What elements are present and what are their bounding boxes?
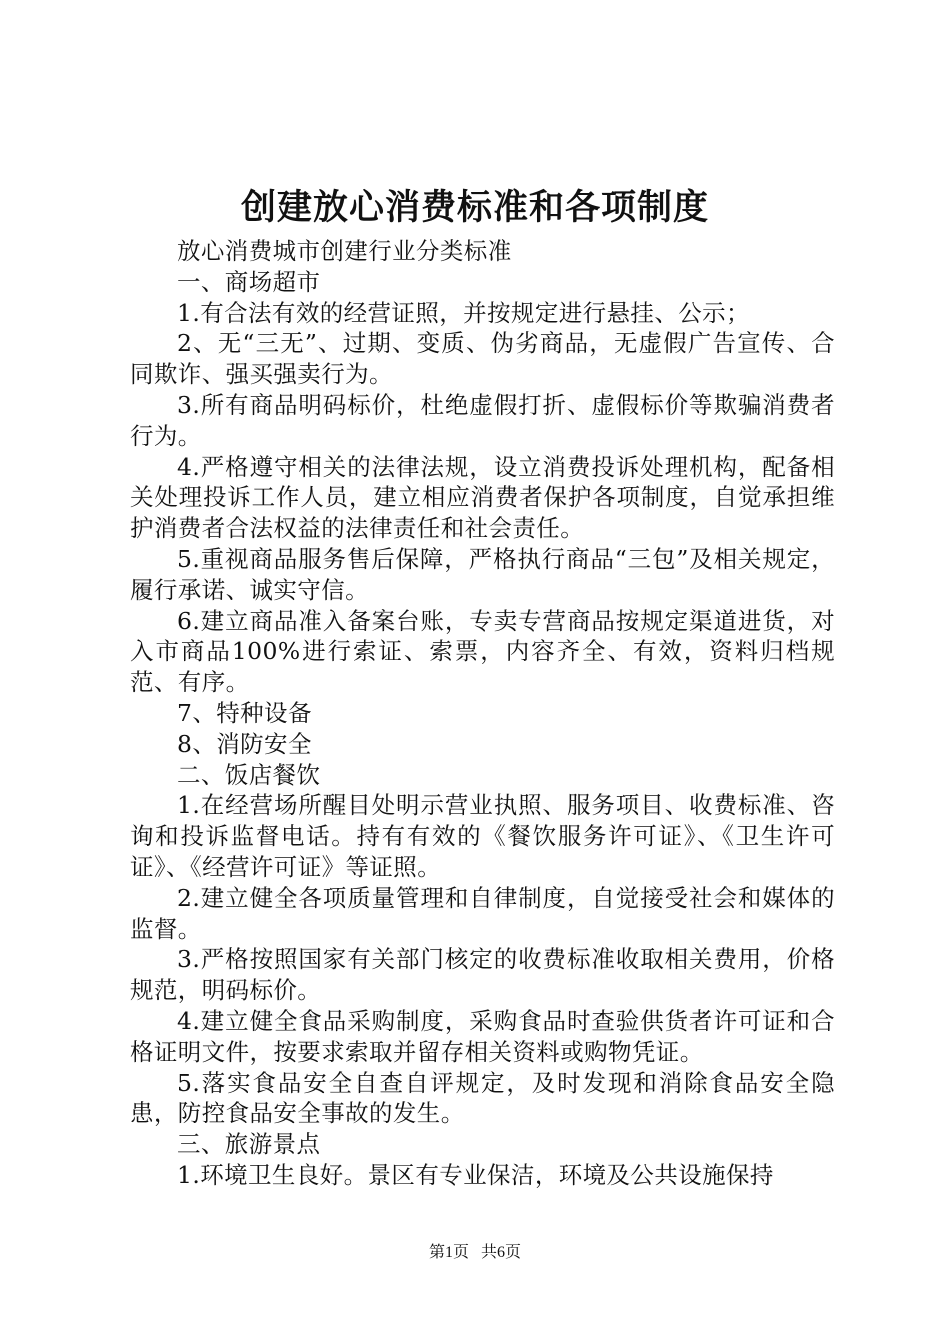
paragraph: 8、消防安全 [177, 729, 312, 758]
document-body [130, 236, 835, 1191]
paragraph: 7、特种设备 [177, 698, 312, 727]
paragraph: 3.严格按照国家有关部门核定的收费标准收取相关费用，价格规范，明码标价。 [130, 945, 835, 1005]
paragraph: 6.建立商品准入备案台账，专卖专营商品按规定渠道进货，对入市商品100%进行索证、索票，内容齐全、有效，资料归档规范、有序。 [130, 606, 835, 697]
page-footer [0, 1242, 950, 1264]
section-heading: 三、旅游景点 [177, 1130, 321, 1159]
paragraph: 1.环境卫生良好。景区有专业保洁，环境及公共设施保持 [177, 1160, 774, 1189]
paragraph: 2.建立健全各项质量管理和自律制度，自觉接受社会和媒体的监督。 [130, 883, 835, 943]
section-heading: 二、饭店餐饮 [177, 760, 321, 789]
paragraph: 3.所有商品明码标价，杜绝虚假打折、虚假标价等欺骗消费者行为。 [130, 390, 835, 450]
paragraph: 1.有合法有效的经营证照，并按规定进行悬挂、公示； [177, 298, 750, 327]
paragraph: 5.落实食品安全自查自评规定，及时发现和消除食品安全隐患，防控食品安全事故的发生。 [130, 1068, 835, 1128]
document-title: 创建放心消费标准和各项制度 [240, 187, 709, 228]
section-heading: 一、商场超市 [177, 267, 321, 296]
page-total: 共6页 [481, 1244, 522, 1261]
paragraph: 2、无“三无”、过期、变质、伪劣商品，无虚假广告宣传、合同欺诈、强买强卖行为。 [130, 329, 835, 389]
paragraph: 4.严格遵守相关的法律法规，设立消费投诉处理机构，配备相关处理投诉工作人员，建立相应消费者保护各项制度，自觉承担维护消费者合法权益的法律责任和社会责任。 [130, 452, 835, 543]
paragraph: 5.重视商品服务售后保障，严格执行商品“三包”及相关规定，履行承诺、诚实守信。 [130, 544, 835, 604]
page-number: 第1页 [428, 1244, 469, 1261]
paragraph: 4.建立健全食品采购制度，采购食品时查验供货者许可证和合格证明文件，按要求索取并留存相关资料或购物凭证。 [130, 1006, 835, 1066]
paragraph: 放心消费城市创建行业分类标准 [177, 237, 512, 265]
paragraph: 1.在经营场所醒目处明示营业执照、服务项目、收费标准、咨询和投诉监督电话。持有有效的《餐饮服务许可证》、《卫生许可证》、《经营许可证》等证照。 [130, 791, 835, 881]
